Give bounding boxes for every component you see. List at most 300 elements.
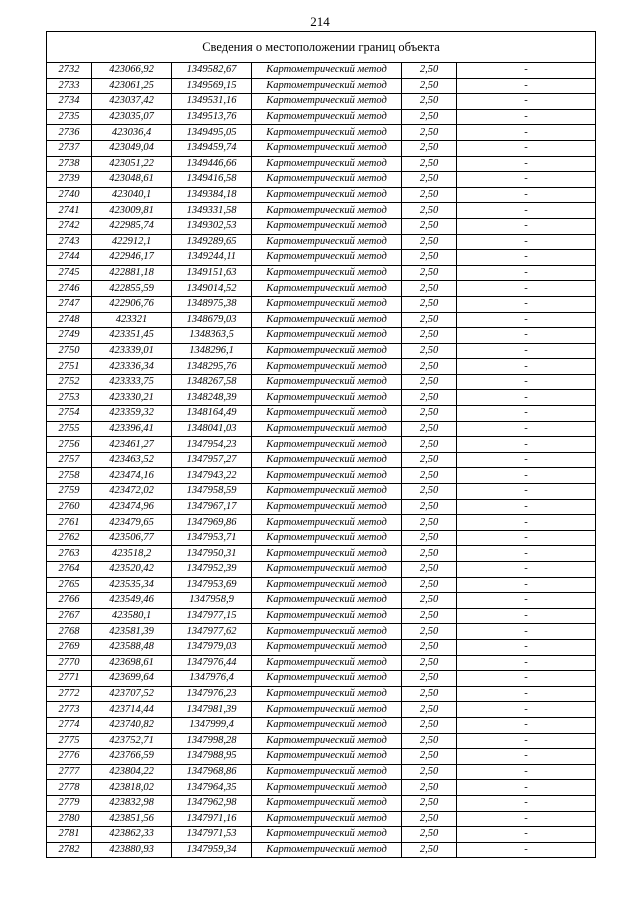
description-cell: - bbox=[457, 452, 596, 468]
description-cell: - bbox=[457, 437, 596, 453]
y-coordinate-cell: 1349513,76 bbox=[172, 109, 252, 125]
table-row bbox=[47, 296, 596, 312]
description-cell: - bbox=[457, 312, 596, 328]
table-row bbox=[47, 94, 596, 110]
x-coordinate-cell: 423549,46 bbox=[92, 593, 172, 609]
x-coordinate-cell: 423752,71 bbox=[92, 733, 172, 749]
method-cell: Картометрический метод bbox=[252, 452, 402, 468]
description-cell: - bbox=[457, 842, 596, 858]
table-row bbox=[47, 593, 596, 609]
accuracy-cell: 2,50 bbox=[402, 733, 457, 749]
table-row bbox=[47, 172, 596, 188]
x-coordinate-cell: 423333,75 bbox=[92, 374, 172, 390]
description-cell: - bbox=[457, 203, 596, 219]
accuracy-cell: 2,50 bbox=[402, 764, 457, 780]
description-cell: - bbox=[457, 702, 596, 718]
method-cell: Картометрический метод bbox=[252, 655, 402, 671]
point-number-cell: 2774 bbox=[47, 717, 92, 733]
method-cell: Картометрический метод bbox=[252, 811, 402, 827]
accuracy-cell: 2,50 bbox=[402, 827, 457, 843]
table-row bbox=[47, 764, 596, 780]
table-row bbox=[47, 281, 596, 297]
accuracy-cell: 2,50 bbox=[402, 281, 457, 297]
table-row bbox=[47, 203, 596, 219]
table-row bbox=[47, 343, 596, 359]
method-cell: Картометрический метод bbox=[252, 421, 402, 437]
y-coordinate-cell: 1349459,74 bbox=[172, 140, 252, 156]
table-row bbox=[47, 530, 596, 546]
table-row bbox=[47, 546, 596, 562]
x-coordinate-cell: 423036,4 bbox=[92, 125, 172, 141]
accuracy-cell: 2,50 bbox=[402, 452, 457, 468]
y-coordinate-cell: 1349302,53 bbox=[172, 218, 252, 234]
accuracy-cell: 2,50 bbox=[402, 671, 457, 687]
y-coordinate-cell: 1347959,34 bbox=[172, 842, 252, 858]
accuracy-cell: 2,50 bbox=[402, 686, 457, 702]
method-cell: Картометрический метод bbox=[252, 125, 402, 141]
table-row bbox=[47, 250, 596, 266]
description-cell: - bbox=[457, 281, 596, 297]
accuracy-cell: 2,50 bbox=[402, 795, 457, 811]
y-coordinate-cell: 1349331,58 bbox=[172, 203, 252, 219]
point-number-cell: 2732 bbox=[47, 63, 92, 79]
x-coordinate-cell: 423588,48 bbox=[92, 639, 172, 655]
table-row bbox=[47, 639, 596, 655]
point-number-cell: 2736 bbox=[47, 125, 92, 141]
x-coordinate-cell: 422881,18 bbox=[92, 265, 172, 281]
point-number-cell: 2745 bbox=[47, 265, 92, 281]
y-coordinate-cell: 1349416,58 bbox=[172, 172, 252, 188]
method-cell: Картометрический метод bbox=[252, 499, 402, 515]
method-cell: Картометрический метод bbox=[252, 593, 402, 609]
method-cell: Картометрический метод bbox=[252, 639, 402, 655]
point-number-cell: 2772 bbox=[47, 686, 92, 702]
description-cell: - bbox=[457, 811, 596, 827]
description-cell: - bbox=[457, 328, 596, 344]
point-number-cell: 2735 bbox=[47, 109, 92, 125]
table-row bbox=[47, 63, 596, 79]
accuracy-cell: 2,50 bbox=[402, 218, 457, 234]
point-number-cell: 2737 bbox=[47, 140, 92, 156]
y-coordinate-cell: 1348267,58 bbox=[172, 374, 252, 390]
y-coordinate-cell: 1348041,03 bbox=[172, 421, 252, 437]
table-row bbox=[47, 140, 596, 156]
y-coordinate-cell: 1349014,52 bbox=[172, 281, 252, 297]
accuracy-cell: 2,50 bbox=[402, 234, 457, 250]
method-cell: Картометрический метод bbox=[252, 624, 402, 640]
table-row bbox=[47, 374, 596, 390]
table-row bbox=[47, 655, 596, 671]
x-coordinate-cell: 423832,98 bbox=[92, 795, 172, 811]
accuracy-cell: 2,50 bbox=[402, 811, 457, 827]
description-cell: - bbox=[457, 764, 596, 780]
x-coordinate-cell: 423581,39 bbox=[92, 624, 172, 640]
y-coordinate-cell: 1347953,71 bbox=[172, 530, 252, 546]
description-cell: - bbox=[457, 577, 596, 593]
table-row bbox=[47, 671, 596, 687]
y-coordinate-cell: 1349531,16 bbox=[172, 94, 252, 110]
x-coordinate-cell: 423698,61 bbox=[92, 655, 172, 671]
method-cell: Картометрический метод bbox=[252, 686, 402, 702]
method-cell: Картометрический метод bbox=[252, 250, 402, 266]
description-cell: - bbox=[457, 125, 596, 141]
y-coordinate-cell: 1349384,18 bbox=[172, 187, 252, 203]
method-cell: Картометрический метод bbox=[252, 312, 402, 328]
x-coordinate-cell: 423061,25 bbox=[92, 78, 172, 94]
y-coordinate-cell: 1347976,23 bbox=[172, 686, 252, 702]
method-cell: Картометрический метод bbox=[252, 608, 402, 624]
method-cell: Картометрический метод bbox=[252, 218, 402, 234]
table-row bbox=[47, 421, 596, 437]
x-coordinate-cell: 423535,34 bbox=[92, 577, 172, 593]
accuracy-cell: 2,50 bbox=[402, 515, 457, 531]
x-coordinate-cell: 423479,65 bbox=[92, 515, 172, 531]
description-cell: - bbox=[457, 593, 596, 609]
accuracy-cell: 2,50 bbox=[402, 374, 457, 390]
method-cell: Картометрический метод bbox=[252, 328, 402, 344]
table-row bbox=[47, 702, 596, 718]
description-cell: - bbox=[457, 63, 596, 79]
x-coordinate-cell: 423461,27 bbox=[92, 437, 172, 453]
method-cell: Картометрический метод bbox=[252, 63, 402, 79]
description-cell: - bbox=[457, 296, 596, 312]
x-coordinate-cell: 423740,82 bbox=[92, 717, 172, 733]
accuracy-cell: 2,50 bbox=[402, 250, 457, 266]
y-coordinate-cell: 1349569,15 bbox=[172, 78, 252, 94]
description-cell: - bbox=[457, 686, 596, 702]
point-number-cell: 2758 bbox=[47, 468, 92, 484]
description-cell: - bbox=[457, 749, 596, 765]
description-cell: - bbox=[457, 390, 596, 406]
description-cell: - bbox=[457, 717, 596, 733]
y-coordinate-cell: 1347968,86 bbox=[172, 764, 252, 780]
point-number-cell: 2751 bbox=[47, 359, 92, 375]
y-coordinate-cell: 1349244,11 bbox=[172, 250, 252, 266]
point-number-cell: 2753 bbox=[47, 390, 92, 406]
y-coordinate-cell: 1347954,23 bbox=[172, 437, 252, 453]
accuracy-cell: 2,50 bbox=[402, 499, 457, 515]
method-cell: Картометрический метод bbox=[252, 203, 402, 219]
x-coordinate-cell: 423520,42 bbox=[92, 562, 172, 578]
point-number-cell: 2778 bbox=[47, 780, 92, 796]
method-cell: Картометрический метод bbox=[252, 562, 402, 578]
description-cell: - bbox=[457, 406, 596, 422]
accuracy-cell: 2,50 bbox=[402, 593, 457, 609]
x-coordinate-cell: 423035,07 bbox=[92, 109, 172, 125]
point-number-cell: 2766 bbox=[47, 593, 92, 609]
description-cell: - bbox=[457, 421, 596, 437]
description-cell: - bbox=[457, 78, 596, 94]
description-cell: - bbox=[457, 671, 596, 687]
table-row bbox=[47, 125, 596, 141]
description-cell: - bbox=[457, 140, 596, 156]
description-cell: - bbox=[457, 530, 596, 546]
point-number-cell: 2756 bbox=[47, 437, 92, 453]
table-row bbox=[47, 780, 596, 796]
method-cell: Картометрический метод bbox=[252, 468, 402, 484]
method-cell: Картометрический метод bbox=[252, 780, 402, 796]
y-coordinate-cell: 1347979,03 bbox=[172, 639, 252, 655]
y-coordinate-cell: 1347981,39 bbox=[172, 702, 252, 718]
description-cell: - bbox=[457, 733, 596, 749]
y-coordinate-cell: 1347950,31 bbox=[172, 546, 252, 562]
x-coordinate-cell: 423066,92 bbox=[92, 63, 172, 79]
method-cell: Картометрический метод bbox=[252, 390, 402, 406]
method-cell: Картометрический метод bbox=[252, 109, 402, 125]
method-cell: Картометрический метод bbox=[252, 717, 402, 733]
table-row bbox=[47, 156, 596, 172]
accuracy-cell: 2,50 bbox=[402, 390, 457, 406]
y-coordinate-cell: 1347977,15 bbox=[172, 608, 252, 624]
table-row bbox=[47, 577, 596, 593]
y-coordinate-cell: 1347999,4 bbox=[172, 717, 252, 733]
point-number-cell: 2746 bbox=[47, 281, 92, 297]
table-row bbox=[47, 733, 596, 749]
method-cell: Картометрический метод bbox=[252, 156, 402, 172]
accuracy-cell: 2,50 bbox=[402, 343, 457, 359]
table-row bbox=[47, 842, 596, 858]
description-cell: - bbox=[457, 546, 596, 562]
accuracy-cell: 2,50 bbox=[402, 172, 457, 188]
description-cell: - bbox=[457, 827, 596, 843]
y-coordinate-cell: 1349495,05 bbox=[172, 125, 252, 141]
point-number-cell: 2764 bbox=[47, 562, 92, 578]
method-cell: Картометрический метод bbox=[252, 702, 402, 718]
accuracy-cell: 2,50 bbox=[402, 577, 457, 593]
point-number-cell: 2734 bbox=[47, 94, 92, 110]
x-coordinate-cell: 423880,93 bbox=[92, 842, 172, 858]
accuracy-cell: 2,50 bbox=[402, 63, 457, 79]
point-number-cell: 2777 bbox=[47, 764, 92, 780]
table-row bbox=[47, 390, 596, 406]
table-row bbox=[47, 452, 596, 468]
method-cell: Картометрический метод bbox=[252, 234, 402, 250]
accuracy-cell: 2,50 bbox=[402, 140, 457, 156]
x-coordinate-cell: 423051,22 bbox=[92, 156, 172, 172]
accuracy-cell: 2,50 bbox=[402, 156, 457, 172]
point-number-cell: 2752 bbox=[47, 374, 92, 390]
point-number-cell: 2741 bbox=[47, 203, 92, 219]
method-cell: Картометрический метод bbox=[252, 78, 402, 94]
method-cell: Картометрический метод bbox=[252, 172, 402, 188]
table-row bbox=[47, 437, 596, 453]
accuracy-cell: 2,50 bbox=[402, 749, 457, 765]
method-cell: Картометрический метод bbox=[252, 671, 402, 687]
table-title-row bbox=[47, 32, 596, 63]
description-cell: - bbox=[457, 343, 596, 359]
description-cell: - bbox=[457, 624, 596, 640]
point-number-cell: 2762 bbox=[47, 530, 92, 546]
description-cell: - bbox=[457, 234, 596, 250]
x-coordinate-cell: 423040,1 bbox=[92, 187, 172, 203]
method-cell: Картометрический метод bbox=[252, 546, 402, 562]
method-cell: Картометрический метод bbox=[252, 140, 402, 156]
point-number-cell: 2743 bbox=[47, 234, 92, 250]
x-coordinate-cell: 423862,33 bbox=[92, 827, 172, 843]
point-number-cell: 2742 bbox=[47, 218, 92, 234]
description-cell: - bbox=[457, 374, 596, 390]
x-coordinate-cell: 422855,59 bbox=[92, 281, 172, 297]
accuracy-cell: 2,50 bbox=[402, 608, 457, 624]
accuracy-cell: 2,50 bbox=[402, 406, 457, 422]
y-coordinate-cell: 1347953,69 bbox=[172, 577, 252, 593]
x-coordinate-cell: 423474,16 bbox=[92, 468, 172, 484]
accuracy-cell: 2,50 bbox=[402, 187, 457, 203]
y-coordinate-cell: 1347976,4 bbox=[172, 671, 252, 687]
accuracy-cell: 2,50 bbox=[402, 717, 457, 733]
x-coordinate-cell: 423359,32 bbox=[92, 406, 172, 422]
accuracy-cell: 2,50 bbox=[402, 78, 457, 94]
y-coordinate-cell: 1348295,76 bbox=[172, 359, 252, 375]
point-number-cell: 2773 bbox=[47, 702, 92, 718]
method-cell: Картометрический метод bbox=[252, 296, 402, 312]
table-row bbox=[47, 827, 596, 843]
x-coordinate-cell: 423339,01 bbox=[92, 343, 172, 359]
table-row bbox=[47, 265, 596, 281]
point-number-cell: 2770 bbox=[47, 655, 92, 671]
table-row bbox=[47, 468, 596, 484]
x-coordinate-cell: 423804,22 bbox=[92, 764, 172, 780]
table-row bbox=[47, 218, 596, 234]
x-coordinate-cell: 422985,74 bbox=[92, 218, 172, 234]
point-number-cell: 2755 bbox=[47, 421, 92, 437]
description-cell: - bbox=[457, 218, 596, 234]
method-cell: Картометрический метод bbox=[252, 530, 402, 546]
description-cell: - bbox=[457, 156, 596, 172]
method-cell: Картометрический метод bbox=[252, 749, 402, 765]
table-row bbox=[47, 328, 596, 344]
table-row bbox=[47, 608, 596, 624]
point-number-cell: 2760 bbox=[47, 499, 92, 515]
accuracy-cell: 2,50 bbox=[402, 655, 457, 671]
description-cell: - bbox=[457, 94, 596, 110]
description-cell: - bbox=[457, 639, 596, 655]
x-coordinate-cell: 423330,21 bbox=[92, 390, 172, 406]
y-coordinate-cell: 1347971,16 bbox=[172, 811, 252, 827]
y-coordinate-cell: 1347952,39 bbox=[172, 562, 252, 578]
point-number-cell: 2781 bbox=[47, 827, 92, 843]
x-coordinate-cell: 423472,02 bbox=[92, 484, 172, 500]
accuracy-cell: 2,50 bbox=[402, 265, 457, 281]
point-number-cell: 2759 bbox=[47, 484, 92, 500]
accuracy-cell: 2,50 bbox=[402, 530, 457, 546]
x-coordinate-cell: 423463,52 bbox=[92, 452, 172, 468]
table-row bbox=[47, 515, 596, 531]
y-coordinate-cell: 1347988,95 bbox=[172, 749, 252, 765]
x-coordinate-cell: 423396,41 bbox=[92, 421, 172, 437]
table-row bbox=[47, 624, 596, 640]
x-coordinate-cell: 423766,59 bbox=[92, 749, 172, 765]
accuracy-cell: 2,50 bbox=[402, 109, 457, 125]
table-row bbox=[47, 109, 596, 125]
x-coordinate-cell: 423699,64 bbox=[92, 671, 172, 687]
y-coordinate-cell: 1348679,03 bbox=[172, 312, 252, 328]
page-number: 214 bbox=[310, 14, 330, 29]
method-cell: Картометрический метод bbox=[252, 795, 402, 811]
description-cell: - bbox=[457, 484, 596, 500]
point-number-cell: 2776 bbox=[47, 749, 92, 765]
table-row bbox=[47, 78, 596, 94]
point-number-cell: 2738 bbox=[47, 156, 92, 172]
method-cell: Картометрический метод bbox=[252, 515, 402, 531]
x-coordinate-cell: 423009,81 bbox=[92, 203, 172, 219]
accuracy-cell: 2,50 bbox=[402, 359, 457, 375]
description-cell: - bbox=[457, 187, 596, 203]
x-coordinate-cell: 423321 bbox=[92, 312, 172, 328]
description-cell: - bbox=[457, 359, 596, 375]
y-coordinate-cell: 1347969,86 bbox=[172, 515, 252, 531]
method-cell: Картометрический метод bbox=[252, 437, 402, 453]
accuracy-cell: 2,50 bbox=[402, 312, 457, 328]
y-coordinate-cell: 1348296,1 bbox=[172, 343, 252, 359]
method-cell: Картометрический метод bbox=[252, 827, 402, 843]
table-row bbox=[47, 749, 596, 765]
description-cell: - bbox=[457, 795, 596, 811]
method-cell: Картометрический метод bbox=[252, 281, 402, 297]
accuracy-cell: 2,50 bbox=[402, 468, 457, 484]
point-number-cell: 2757 bbox=[47, 452, 92, 468]
y-coordinate-cell: 1347943,22 bbox=[172, 468, 252, 484]
y-coordinate-cell: 1349582,67 bbox=[172, 63, 252, 79]
y-coordinate-cell: 1348248,39 bbox=[172, 390, 252, 406]
method-cell: Картометрический метод bbox=[252, 764, 402, 780]
table-row bbox=[47, 359, 596, 375]
table-row bbox=[47, 686, 596, 702]
y-coordinate-cell: 1347977,62 bbox=[172, 624, 252, 640]
accuracy-cell: 2,50 bbox=[402, 421, 457, 437]
description-cell: - bbox=[457, 608, 596, 624]
table-row bbox=[47, 811, 596, 827]
point-number-cell: 2761 bbox=[47, 515, 92, 531]
point-number-cell: 2744 bbox=[47, 250, 92, 266]
accuracy-cell: 2,50 bbox=[402, 546, 457, 562]
table-row bbox=[47, 406, 596, 422]
accuracy-cell: 2,50 bbox=[402, 484, 457, 500]
table-row bbox=[47, 187, 596, 203]
description-cell: - bbox=[457, 250, 596, 266]
y-coordinate-cell: 1347957,27 bbox=[172, 452, 252, 468]
table-row bbox=[47, 795, 596, 811]
description-cell: - bbox=[457, 515, 596, 531]
y-coordinate-cell: 1349151,63 bbox=[172, 265, 252, 281]
method-cell: Картометрический метод bbox=[252, 733, 402, 749]
accuracy-cell: 2,50 bbox=[402, 624, 457, 640]
accuracy-cell: 2,50 bbox=[402, 94, 457, 110]
table-row bbox=[47, 499, 596, 515]
method-cell: Картометрический метод bbox=[252, 94, 402, 110]
y-coordinate-cell: 1348975,38 bbox=[172, 296, 252, 312]
x-coordinate-cell: 423037,42 bbox=[92, 94, 172, 110]
boundary-table bbox=[46, 31, 596, 858]
x-coordinate-cell: 423474,96 bbox=[92, 499, 172, 515]
x-coordinate-cell: 423707,52 bbox=[92, 686, 172, 702]
accuracy-cell: 2,50 bbox=[402, 125, 457, 141]
point-number-cell: 2779 bbox=[47, 795, 92, 811]
point-number-cell: 2739 bbox=[47, 172, 92, 188]
y-coordinate-cell: 1347958,9 bbox=[172, 593, 252, 609]
method-cell: Картометрический метод bbox=[252, 577, 402, 593]
table-row bbox=[47, 484, 596, 500]
point-number-cell: 2767 bbox=[47, 608, 92, 624]
x-coordinate-cell: 423518,2 bbox=[92, 546, 172, 562]
description-cell: - bbox=[457, 468, 596, 484]
table-title: Сведения о местоположении границ объекта bbox=[47, 32, 596, 63]
x-coordinate-cell: 423506,77 bbox=[92, 530, 172, 546]
description-cell: - bbox=[457, 780, 596, 796]
x-coordinate-cell: 422906,76 bbox=[92, 296, 172, 312]
method-cell: Картометрический метод bbox=[252, 406, 402, 422]
accuracy-cell: 2,50 bbox=[402, 842, 457, 858]
